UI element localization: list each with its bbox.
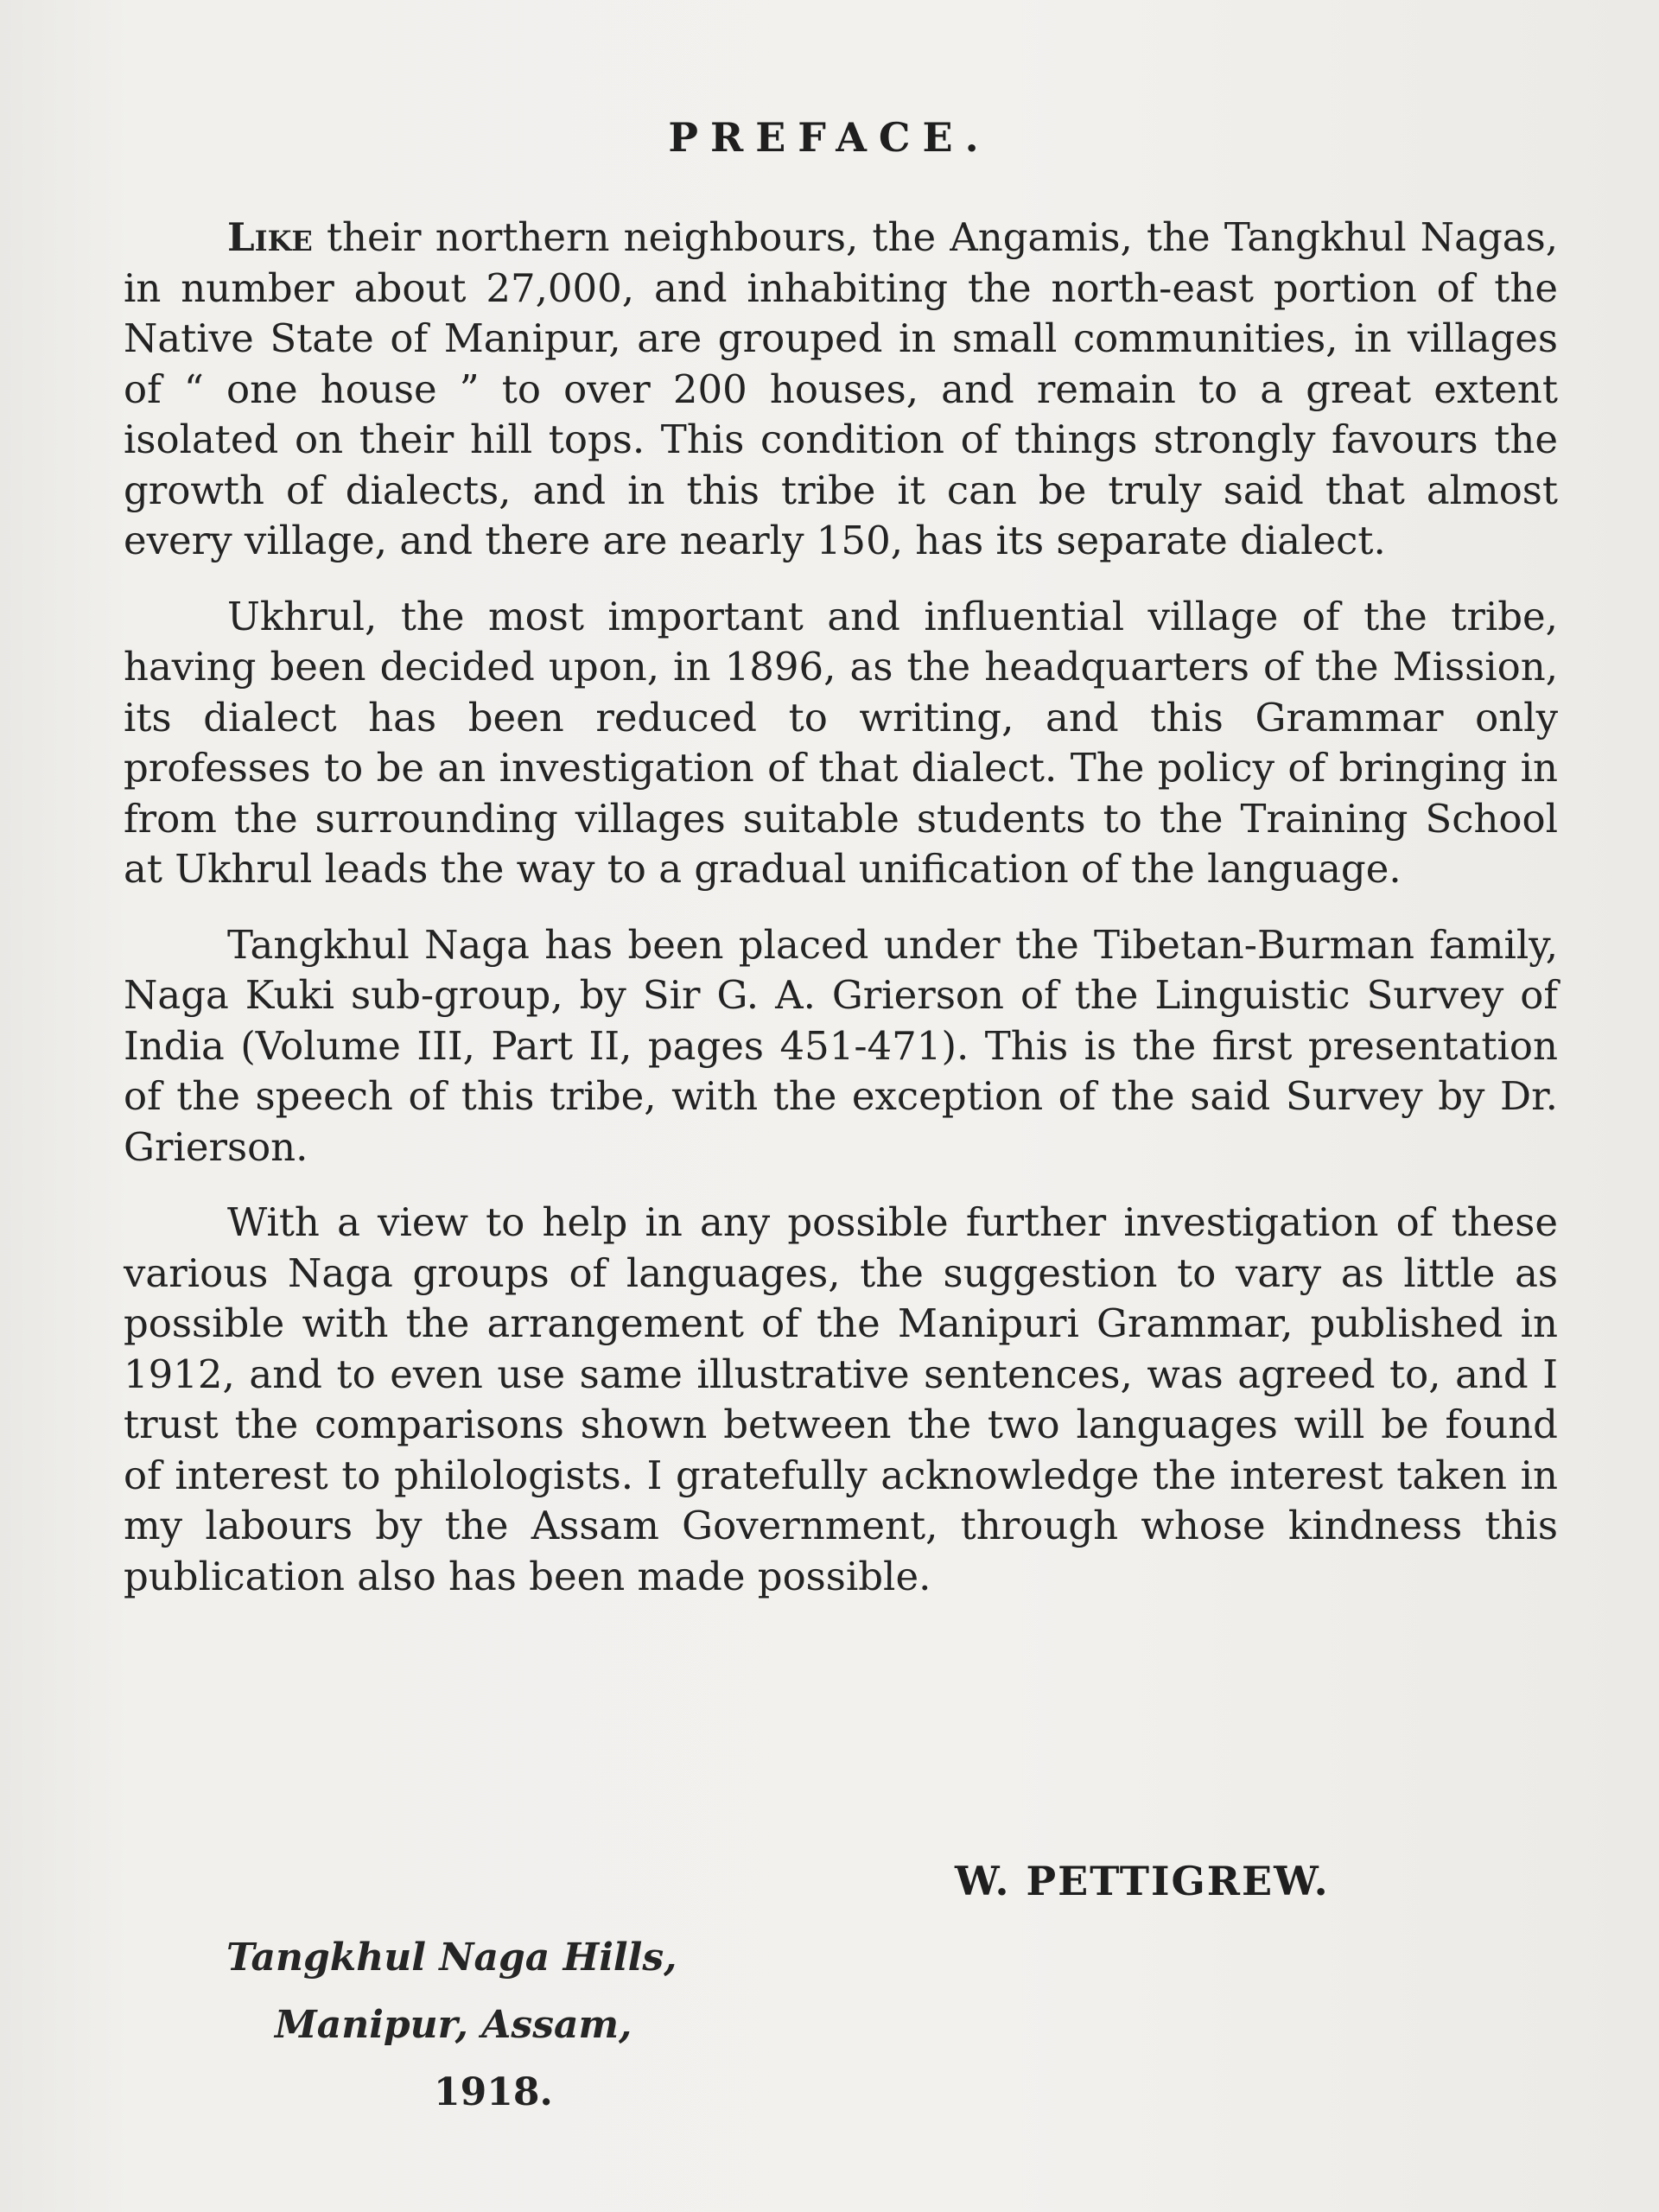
paragraph-3: Tangkhul Naga has been placed under the Tibetan-Burman family, Naga Kuki sub-group, by Sir G. A. Grierson of the Linguistic Survey of India (Volume III, Part II, pages 451-471). This is the first presentation of the speech of this tribe, with the exception of the said Survey by Dr. Grierson. <box>124 921 1558 1170</box>
paragraph-2: Ukhrul, the most important and influential village of the tribe, having been decided upon, in 1896, as the headquarters of the Mission, its dialect has been reduced to writing, and this Grammar only professes to be an investigation of that dialect. The policy of bringing in from the surrounding villages suitable students to the Training School at Ukhrul leads the way to a gradual unification of the language. <box>124 593 1558 892</box>
paragraph-4: With a view to help in any possible further investigation of these various Naga groups of languages, the suggestion to vary as little as possible with the arrangement of the Manipuri Grammar, published in 1912, and to even use same illustrative sentences, was agreed to, and I trust the comparisons shown between the two languages will be found of interest to philologists. I gratefully acknowledge the interest taken in my labours by the Assam Government, through whose kindness this publication also has been made possible. <box>124 1199 1558 1599</box>
page-title: PREFACE. <box>668 114 991 161</box>
place-line-1: Tangkhul Naga Hills, <box>226 1936 677 1980</box>
place-line-2: Manipur, Assam, <box>275 2003 632 2047</box>
place-year: 1918. <box>434 2070 553 2114</box>
paragraph-1-lead: Like <box>227 214 313 260</box>
preface-body <box>124 213 1558 1627</box>
paragraph-1 <box>124 213 1558 567</box>
author-signature: W. PETTIGREW. <box>955 1858 1330 1904</box>
paragraph-1-text: their northern neighbours, the Angamis, the Tangkhul Nagas, in number about 27,000, and inhabiting the north-east portion of the Native State of Manipur, are grouped in small communities, in villages of “ one house ” to over 200 houses, and remain to a great extent isolated on their hill tops. This condition of things strongly favours the growth of dialects, and in this tribe it can be truly said that almost every village, and there are nearly 150, has its separate dialect. <box>124 214 1558 563</box>
